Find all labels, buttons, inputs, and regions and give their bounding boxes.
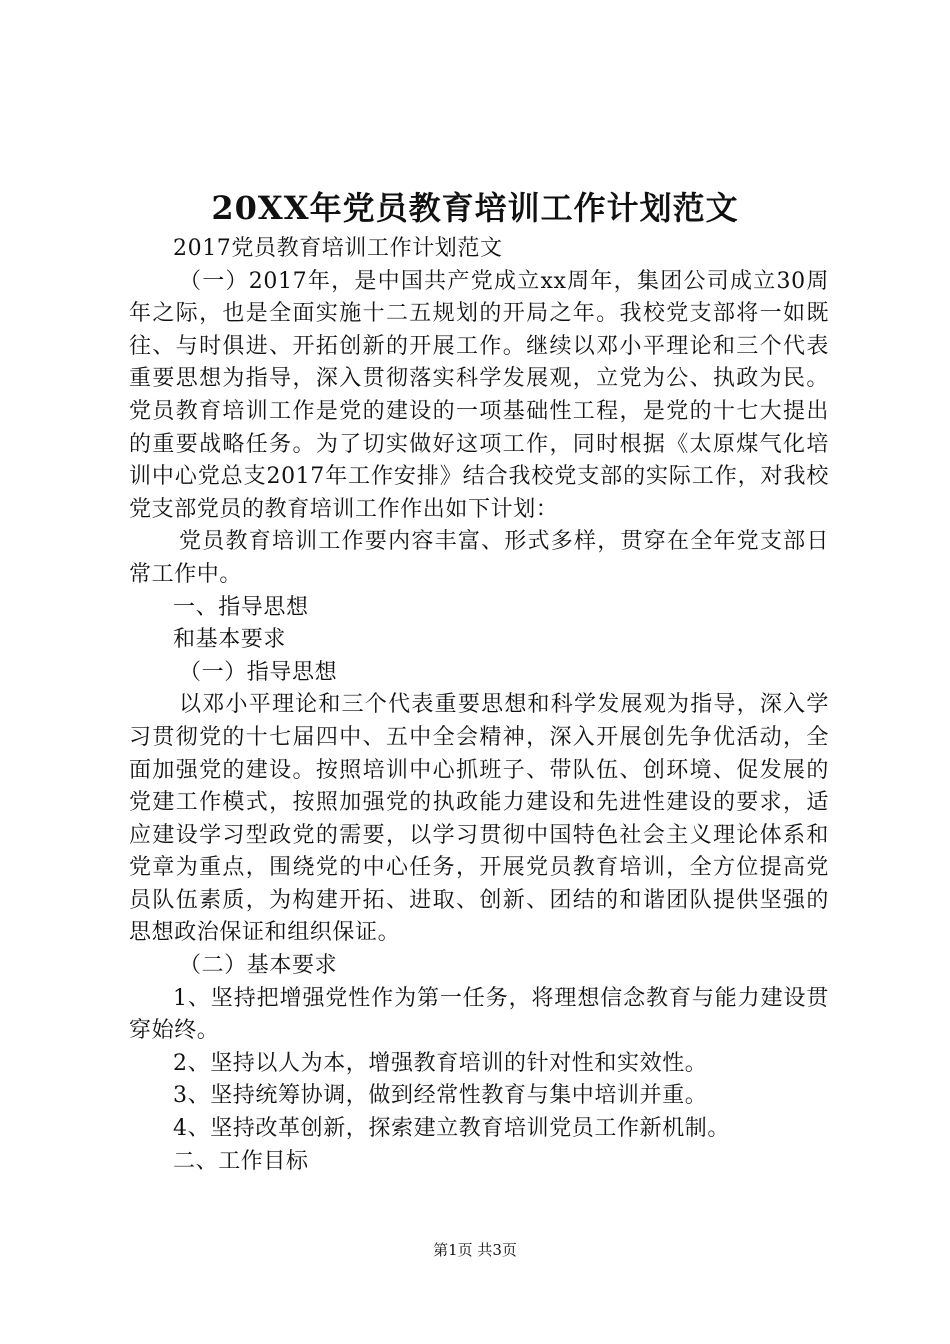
section-heading-1-cont: 和基本要求 [173,627,287,653]
intro-paragraph: （一）2017年，是中国共产党成立xx周年，集团公司成立30周年之际，也是全面实施十二五规划的开局之年。我校党支部将一如既往、与时俱进、开拓创新的开展工作。继续以邓小平理论和三个代表重要思想为指导，深入贯彻落实科学发展观，立党为公、执政为民。党员教育培训工作是党的建设的一项基础性工程，是党的十七大提出的重要战略任务。为了切实做好这项工作，同时根据《太原煤气化培训中心党总支2017年工作安排》结合我校党支部的实际工作，对我校党支部党员的教育培训工作作出如下计划： [129,268,829,522]
document-title: 20XX年党员教育培训工作计划范文 [211,189,739,227]
subsection-heading-requirements: （二）基本要求 [179,953,338,979]
subsection-heading-guiding: （一）指导思想 [179,659,338,685]
requirement-item-4: 4、坚持改革创新，探索建立教育培训党员工作新机制。 [173,1116,730,1142]
page-number-footer: 第1页 共3页 [433,1241,517,1259]
requirement-item-1: 1、坚持把增强党性作为第一任务，将理想信念教育与能力建设贯穿始终。 [129,985,829,1044]
requirement-item-3: 3、坚持统筹协调，做到经常性教育与集中培训并重。 [173,1083,708,1109]
section-heading-1: 一、指导思想 [173,594,309,620]
subtitle-paragraph: 2017党员教育培训工作计划范文 [173,236,503,261]
summary-paragraph: 党员教育培训工作要内容丰富、形式多样，贯穿在全年党支部日常工作中。 [129,529,829,587]
requirement-item-2: 2、坚持以人为本，增强教育培训的针对性和实效性。 [173,1050,708,1076]
guiding-thought-paragraph: 以邓小平理论和三个代表重要思想和科学发展观为指导，深入学习贯彻党的十七届四中、五中全会精神，深入开展创先争优活动，全面加强党的建设。按照培训中心抓班子、带队伍、创环境、促发展的党建工作模式，按照加强党的执政能力建设和先进性建设的要求，适应建设学习型政党的需要，以学习贯彻中国特色社会主义理论体系和党章为重点，围绕党的中心任务，开展党员教育培训，全方位提高党员队伍素质，为构建开拓、进取、创新、团结的和谐团队提供坚强的思想政治保证和组织保证。 [129,692,829,946]
document-body [129,233,829,1178]
section-heading-2: 二、工作目标 [173,1148,309,1174]
